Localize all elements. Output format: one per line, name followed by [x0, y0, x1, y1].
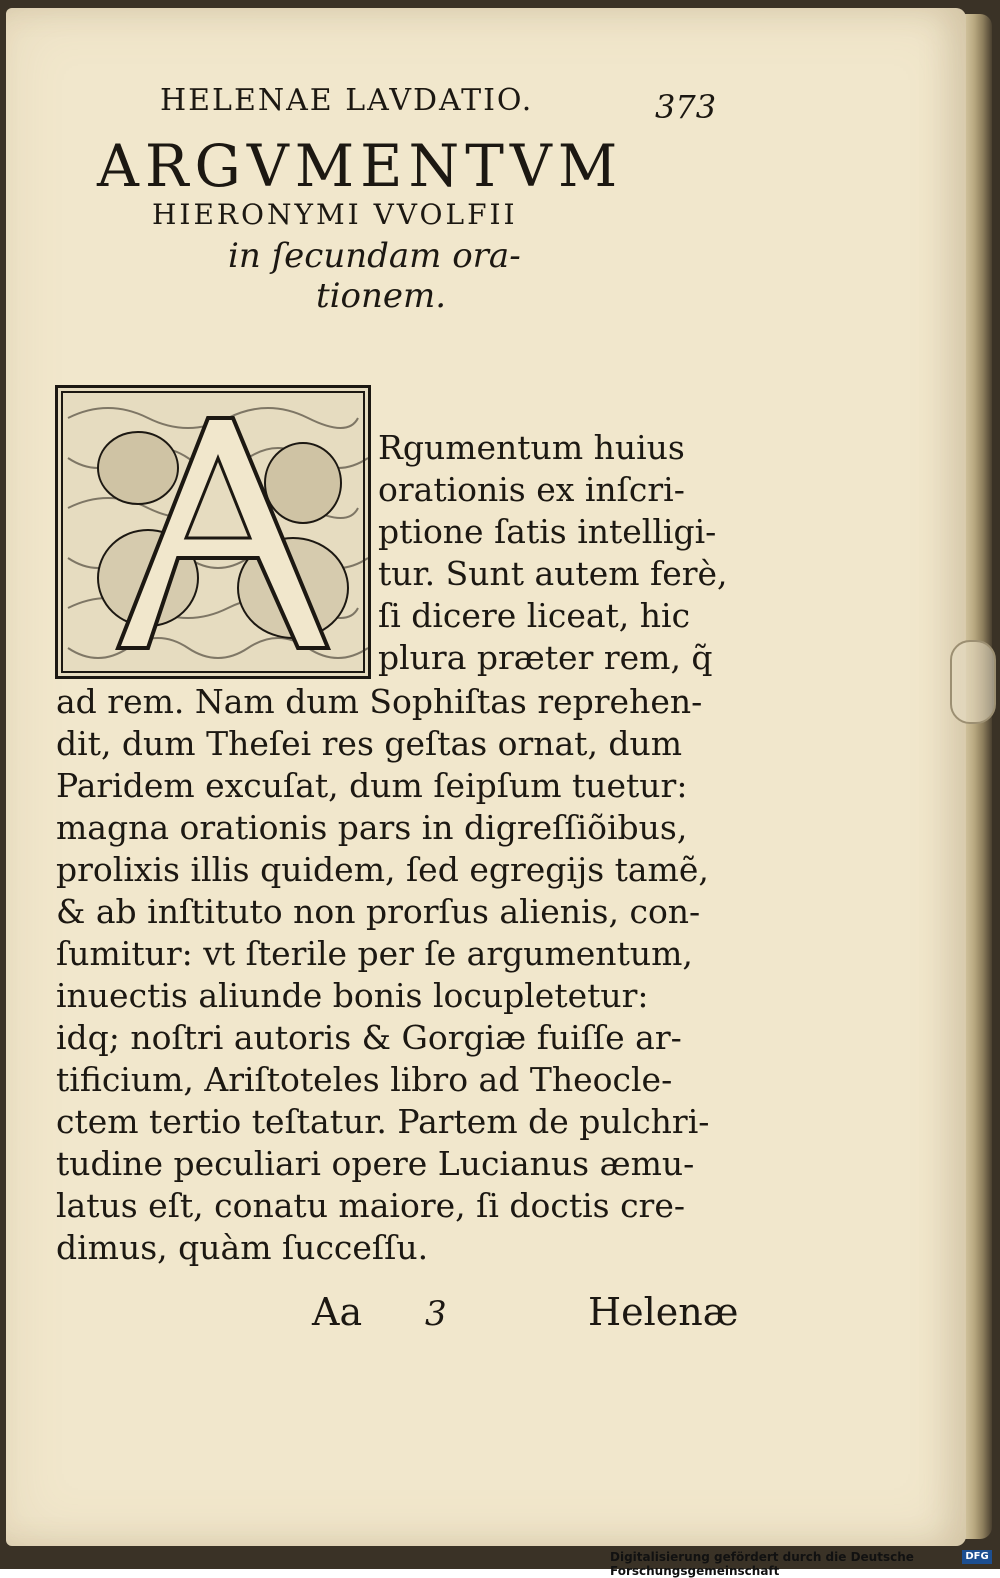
body-line: tudine peculiari opere Lucianus æmu-: [56, 1144, 695, 1183]
body-line: dit, dum Theſei res geſtas ornat, dum: [56, 724, 683, 763]
body-line: tificium, Ariſtoteles libro ad Theocle-: [56, 1060, 673, 1099]
page-title: ARGVMENTVM: [97, 132, 624, 200]
body-line: & ab inſtituto non prorſus alienis, con-: [56, 892, 701, 931]
woodcut-initial-image: [58, 388, 368, 676]
body-line: dimus, quàm ſucceſſu.: [56, 1228, 429, 1267]
body-line: ctem tertio teſtatur. Partem de pulchri-: [56, 1102, 710, 1141]
title-line-3: tionem.: [316, 276, 447, 316]
funding-footer: Digitalisierung gefördert durch die Deutsche Forschungsgemeinschaft: [610, 1550, 914, 1578]
body-line: Rgumentum huius: [378, 428, 685, 467]
page-clip: [950, 640, 996, 724]
decorated-initial: [55, 385, 371, 679]
body-line: magna orationis pars in digreſſiõibus,: [56, 808, 688, 847]
author-line: HIERONYMI VVOLFII: [152, 198, 518, 231]
body-line: inuectis aliunde bonis locupletetur:: [56, 976, 649, 1015]
signature-number: 3: [425, 1294, 447, 1334]
signature-mark: Aa: [312, 1290, 363, 1334]
body-line: ad rem. Nam dum Sophiſtas reprehen-: [56, 682, 703, 721]
body-line: tur. Sunt autem ferè,: [378, 554, 728, 593]
running-head: HELENAE LAVDATIO.: [160, 83, 534, 118]
body-line: latus eſt, conatu maiore, ſi doctis cre-: [56, 1186, 686, 1225]
dfg-logo: DFG: [962, 1550, 992, 1564]
body-line: prolixis illis quidem, ſed egregijs tamẽ,: [56, 850, 709, 889]
page-edge: [962, 14, 992, 1539]
body-line: Paridem excuſat, dum ſeipſum tuetur:: [56, 766, 688, 805]
body-line: idq; noſtri autoris & Gorgiæ fuiſſe ar-: [56, 1018, 682, 1057]
body-line: ſumitur: vt ſterile per ſe argumentum,: [56, 934, 693, 973]
body-line: plura præter rem, q̃: [378, 638, 713, 677]
catchword: Helenæ: [588, 1290, 739, 1334]
body-line: orationis ex inſcri-: [378, 470, 685, 509]
body-line: ſi dicere liceat, hic: [378, 596, 691, 635]
body-line: ptione ſatis intelligi-: [378, 512, 717, 551]
page-number: 373: [655, 88, 717, 126]
title-line-2: in ſecundam ora-: [228, 236, 521, 276]
